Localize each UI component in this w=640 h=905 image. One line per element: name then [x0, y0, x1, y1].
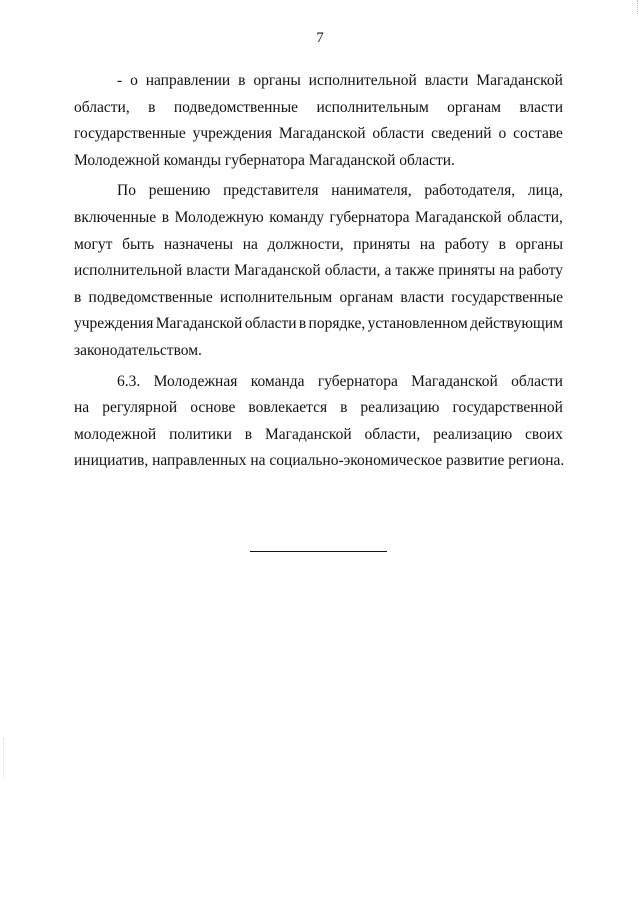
paragraph — [74, 369, 563, 475]
scan-margin-mark — [3, 738, 5, 778]
text-line — [74, 395, 563, 422]
text-line — [74, 121, 563, 148]
word: По — [117, 182, 136, 200]
word: нанимателя, — [331, 182, 412, 200]
word: включенные — [74, 208, 157, 226]
word: на — [242, 235, 258, 253]
word: основе — [190, 399, 236, 417]
word: в — [244, 425, 253, 443]
text-line — [74, 422, 563, 449]
word: органы — [253, 72, 301, 89]
word: сведений — [431, 125, 492, 143]
word: государственной — [452, 399, 563, 417]
word: о — [130, 72, 138, 89]
word: установленном — [367, 315, 468, 333]
word: области — [244, 315, 297, 333]
word: реализацию — [360, 399, 440, 417]
word: инициатив, направленных на социально-экономическое развитие региона. — [74, 452, 565, 470]
word: Магаданской — [476, 72, 563, 89]
text-line — [74, 448, 563, 475]
word: подведомственные — [88, 288, 213, 306]
text-line — [74, 369, 563, 396]
word: работу — [444, 235, 489, 253]
word: в — [74, 288, 82, 306]
word: исполнительным — [219, 288, 333, 306]
word: государственные — [74, 125, 186, 143]
word: быть — [122, 235, 155, 253]
scan-margin-mark — [631, 0, 638, 14]
word: исполнительной — [74, 262, 183, 280]
word: а — [384, 262, 392, 280]
word: Магаданской — [411, 372, 498, 390]
word: области, — [324, 262, 381, 280]
text-line — [74, 148, 563, 175]
word: представителя — [223, 182, 319, 200]
word: - — [117, 72, 123, 89]
word: власти — [400, 288, 445, 306]
word: регулярной — [102, 399, 178, 417]
word: на — [499, 262, 515, 280]
document-body — [74, 68, 563, 475]
word: органам — [339, 288, 394, 306]
word: приняты — [353, 235, 411, 253]
word: органам — [447, 98, 501, 116]
word: решению — [148, 182, 211, 200]
word: в — [148, 98, 156, 116]
text-line — [74, 205, 563, 232]
word: губернатора — [317, 372, 398, 390]
word: о — [498, 125, 507, 143]
text-line — [74, 68, 563, 95]
word: области, — [507, 208, 563, 226]
word: органы — [515, 235, 563, 253]
word: команда — [250, 372, 305, 390]
word: порядке, — [308, 315, 366, 333]
word: работодателя, — [424, 182, 516, 200]
word: на — [419, 235, 435, 253]
word: 6.3. — [117, 372, 141, 390]
word: в — [161, 208, 170, 226]
word: Молодежную — [174, 208, 264, 226]
word: области — [372, 125, 425, 143]
word: политики — [169, 425, 232, 443]
word: области, — [364, 425, 421, 443]
word: государственные — [451, 288, 563, 306]
word: подведомственные — [173, 98, 299, 116]
text-line — [74, 285, 563, 312]
paragraph — [74, 68, 563, 174]
word: губернатора — [329, 208, 410, 226]
word: Молодежной команды губернатора Магаданской области. — [74, 151, 455, 169]
word: власти — [424, 72, 469, 89]
word: приняты — [438, 262, 496, 280]
word: лица, — [527, 182, 563, 200]
word: власти — [519, 98, 563, 116]
word: Магаданской — [278, 125, 366, 143]
word: законодательством. — [74, 341, 202, 359]
word: Молодежная — [153, 372, 238, 390]
word: вовлекается — [248, 399, 328, 417]
word: в — [298, 315, 307, 333]
word: Магаданской — [233, 262, 321, 280]
word: назначены — [163, 235, 234, 253]
word: должности, — [267, 235, 344, 253]
text-line — [74, 258, 563, 285]
word: направлении — [145, 72, 231, 89]
word: реализацию — [433, 425, 513, 443]
word: своих — [525, 425, 563, 443]
word: также — [395, 262, 435, 280]
paragraph — [74, 178, 563, 364]
word: Магаданской — [264, 425, 352, 443]
word: Магаданской — [415, 208, 502, 226]
text-line — [74, 338, 563, 365]
separator-line — [250, 551, 387, 552]
word: Магаданской — [155, 315, 243, 333]
word: действующим — [470, 315, 563, 333]
word: в — [238, 72, 246, 89]
word: работу — [518, 262, 563, 280]
word: на — [74, 399, 90, 417]
word: в — [340, 399, 348, 417]
word: исполнительным — [316, 98, 429, 116]
word: исполнительной — [308, 72, 417, 89]
text-line — [74, 95, 563, 122]
text-line — [74, 178, 563, 205]
page-number: 7 — [316, 30, 324, 46]
text-line — [74, 311, 563, 338]
word: в — [498, 235, 506, 253]
word: области, — [74, 98, 130, 116]
word: молодежной — [74, 425, 157, 443]
word: учреждения — [74, 315, 154, 333]
word: могут — [74, 235, 113, 253]
word: власти — [186, 262, 230, 280]
text-line — [74, 232, 563, 259]
word: команду — [269, 208, 324, 226]
word: учреждения — [192, 125, 272, 143]
word: области — [511, 372, 563, 390]
word: составе — [513, 125, 563, 143]
